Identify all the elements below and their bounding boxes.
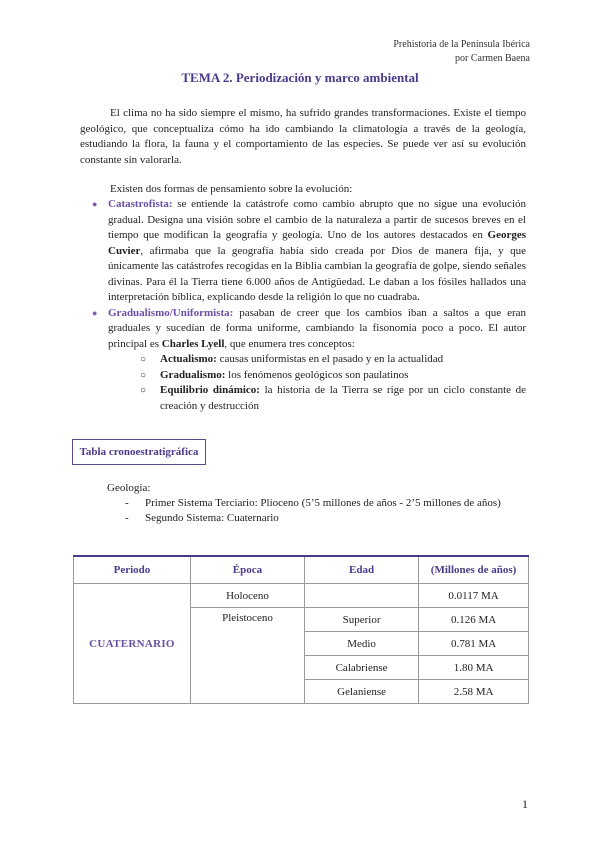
page-header <box>393 38 530 66</box>
geology-label: Geología: <box>107 482 151 494</box>
list-item <box>125 511 501 526</box>
header-edad: Edad <box>305 556 419 584</box>
concept-item <box>140 383 526 414</box>
age-cell: Medio <box>305 632 419 656</box>
geology-block <box>107 481 501 526</box>
section-heading: Tabla cronoestratigráfica <box>72 439 206 465</box>
bullet-icon: ● <box>92 199 98 209</box>
dash-icon: - <box>125 497 129 509</box>
ma-cell: 0.0117 MA <box>419 584 529 608</box>
header-author: por Carmen Baena <box>455 53 530 64</box>
epoch-cell: Pleistoceno <box>190 608 304 704</box>
ma-cell: 1.80 MA <box>419 656 529 680</box>
intro-paragraph: El clima no ha sido siempre el mismo, ha sufrido grandes transformaciones. Existe el tiempo geológico, que conceptualiza cómo ha ido cambiando la climatología a través de la geología, estudiando la flora, la fauna y el comportamiento de las especies. Se puede ver así su evolución constante sin valorarla. <box>80 107 526 166</box>
table-header-row <box>74 556 529 584</box>
concept-term: Actualismo: <box>160 353 217 365</box>
concept-item <box>140 368 526 384</box>
concept-text: la historia de la Tierra se rige por un ciclo constante de creación y destrucción <box>160 384 526 412</box>
catastrofista-text2: , afirmaba que la geografía había sido creada por Dios de manera fija, y que únicamente las catástrofes recogidas en la Biblia cambian la geografía de golpe, siendo señales divinas. Para él la Tierra tiene 6.000 años de Antigüedad. Le daban a los fósiles hallados una interpretación bíblica, explicando desde la religión lo que no cuadraba. <box>108 244 526 303</box>
author-cuvier: Georges Cuvier <box>108 229 526 257</box>
epoch-cell: Holoceno <box>190 584 304 608</box>
gradualismo-text1: pasaban de creer que los cambios iban a saltos a que eran graduales y sucedían de forma uniforme, cambiando la fisonomía poco a poco. El autor principal es <box>108 306 526 350</box>
header-epoca: Época <box>190 556 304 584</box>
geology-item-text: Primer Sistema Terciario: Plioceno (5’5 millones de años - 2’5 millones de años) <box>145 497 501 509</box>
ma-cell: 0.126 MA <box>419 608 529 632</box>
concept-text: los fenómenos geológicos son paulatinos <box>225 368 409 381</box>
chronostratigraphic-table <box>73 555 529 704</box>
catastrofista-text1: se entiende la catástrofe como cambio abrupto que no sigue una evolución gradual. Designa una visión sobre el cambio de la naturaleza a partir de sucesos breves en el tiempo que modifican la geografía y geología. Uno de los autores destacados en <box>108 198 526 241</box>
concept-term: Gradualismo: <box>160 368 226 381</box>
age-cell <box>305 584 419 608</box>
circle-bullet-icon: ○ <box>140 369 147 381</box>
page-title: TEMA 2. Periodización y marco ambiental <box>181 70 419 85</box>
term-catastrofista: Catastrofista: <box>108 198 173 210</box>
dash-icon: - <box>125 512 129 524</box>
concept-term: Equilibrio dinámico: <box>160 384 260 396</box>
age-cell: Superior <box>305 608 419 632</box>
bullet-icon: ● <box>92 307 98 318</box>
list-item <box>125 496 501 511</box>
header-course: Prehistoria de la Península Ibérica <box>393 39 530 50</box>
header-periodo: Periodo <box>74 556 191 584</box>
age-cell: Gelaniense <box>305 680 419 704</box>
gradualismo-text2: , que enumera tres conceptos: <box>224 337 355 350</box>
list-item-catastrofista <box>92 197 526 306</box>
thought-intro: Existen dos formas de pensamiento sobre la evolución: <box>110 183 353 195</box>
concept-text: causas uniformistas en el pasado y en la actualidad <box>216 353 444 365</box>
concept-list <box>108 352 526 414</box>
geology-item-text: Segundo Sistema: Cuaternario <box>145 512 279 524</box>
ma-cell: 2.58 MA <box>419 680 529 704</box>
table-row <box>74 584 529 608</box>
geology-list <box>107 496 501 526</box>
page-number: 1 <box>522 797 528 811</box>
circle-bullet-icon: ○ <box>140 385 147 396</box>
period-cell: CUATERNARIO <box>74 584 191 704</box>
age-cell: Calabriense <box>305 656 419 680</box>
header-millones: (Millones de años) <box>419 556 529 584</box>
list-item-gradualismo <box>92 306 526 415</box>
thought-list <box>92 197 526 414</box>
author-lyell: Charles Lyell <box>161 337 225 350</box>
circle-bullet-icon: ○ <box>140 354 147 365</box>
ma-cell: 0.781 MA <box>419 632 529 656</box>
term-gradualismo: Gradualismo/Uniformista: <box>108 306 234 319</box>
concept-item <box>140 352 526 368</box>
